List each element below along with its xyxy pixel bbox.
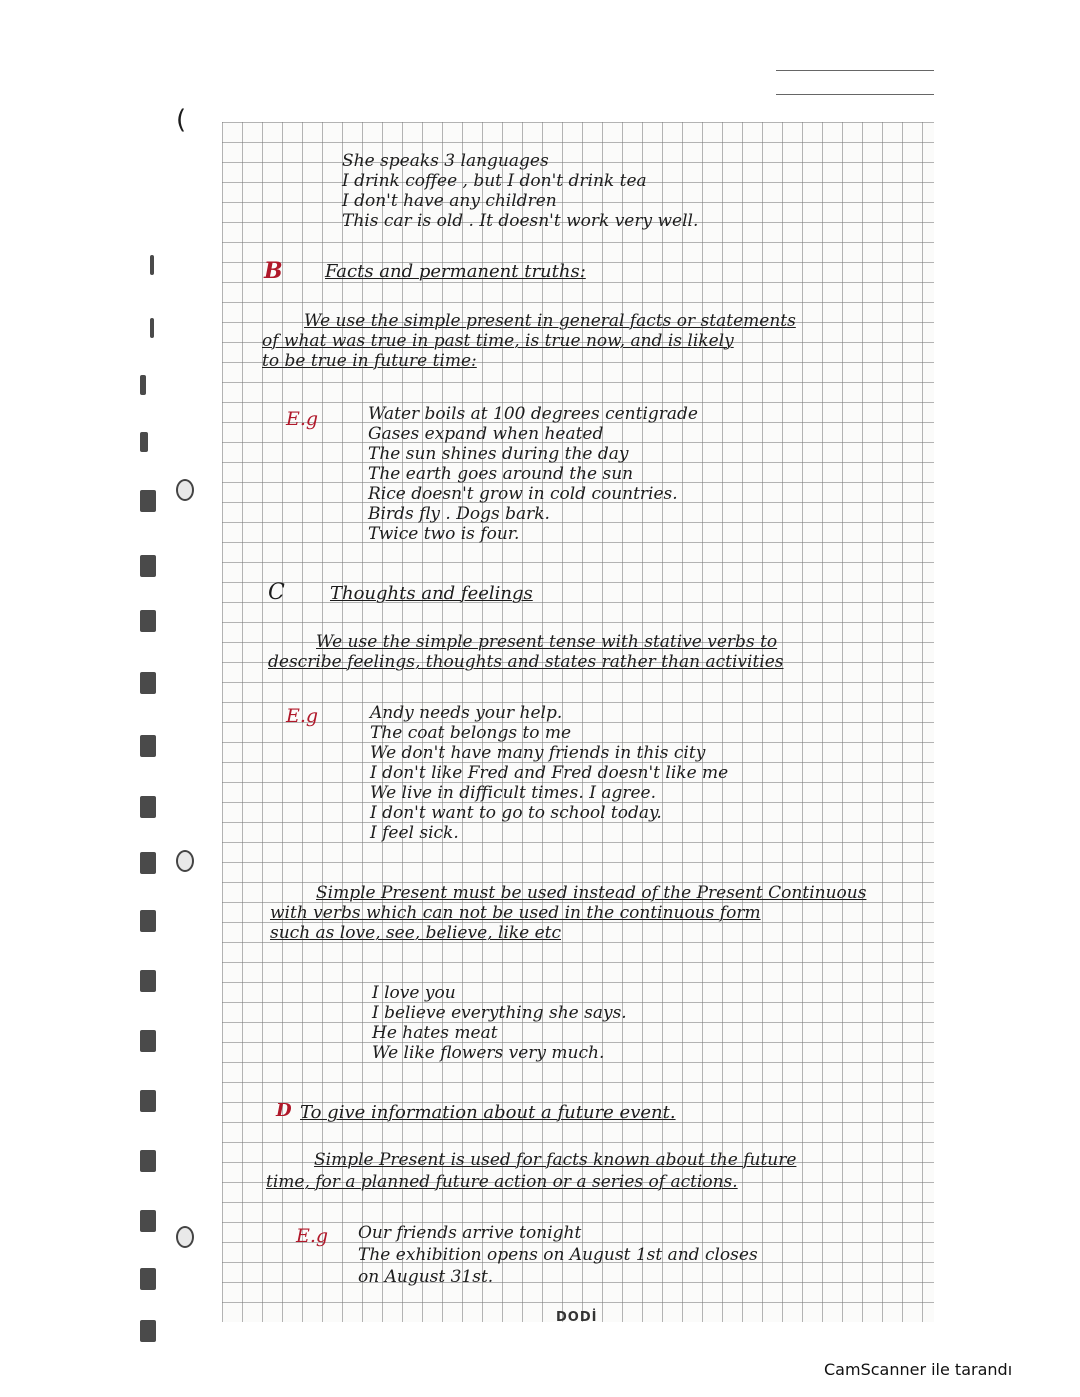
binding-mark	[150, 318, 154, 338]
section-heading: To give information about a future event.	[300, 1102, 676, 1123]
grid-paper	[222, 122, 934, 1322]
example-line: Gases expand when heated	[368, 424, 604, 444]
eg-label: E.g	[296, 1225, 329, 1247]
explanation-line: describe feelings, thoughts and states rather than activities	[268, 652, 784, 672]
section-heading: Thoughts and feelings	[330, 583, 533, 604]
binding-mark	[140, 1210, 156, 1232]
eg-label: E.g	[286, 705, 319, 727]
example-line: on August 31st.	[358, 1267, 494, 1287]
example-line: I feel sick.	[370, 823, 459, 843]
explanation-line: Simple Present is used for facts known about the future	[314, 1150, 797, 1170]
example-line: The earth goes around the sun	[368, 464, 634, 484]
section-heading: Facts and permanent truths:	[325, 261, 586, 282]
example-line: Our friends arrive tonight	[358, 1223, 582, 1243]
explanation-line: We use the simple present in general facts or statements	[304, 311, 796, 331]
note-line: such as love, see, believe, like etc	[270, 923, 562, 943]
punch-hole	[176, 1226, 194, 1248]
example-line: He hates meat	[372, 1023, 498, 1043]
example-line: I don't want to go to school today.	[370, 803, 662, 823]
explanation-line: time, for a planned future action or a series of actions.	[266, 1172, 738, 1192]
example-line: I don't like Fred and Fred doesn't like me	[370, 763, 729, 783]
example-line: I believe everything she says.	[372, 1003, 627, 1023]
example-line: Rice doesn't grow in cold countries.	[368, 484, 678, 504]
binding-mark	[140, 735, 156, 757]
example-line: The coat belongs to me	[370, 723, 572, 743]
section-letter-d: D	[276, 1100, 292, 1121]
top-rule	[776, 94, 934, 95]
example-line: Andy needs your help.	[370, 703, 563, 723]
binding-mark	[140, 1150, 156, 1172]
binding-mark	[140, 970, 156, 992]
example-line: I love you	[372, 983, 456, 1003]
example-line: Birds fly . Dogs bark.	[368, 504, 550, 524]
binding-mark	[150, 255, 154, 275]
binding-mark	[140, 490, 156, 512]
binding-mark	[140, 672, 156, 694]
example-line: We like flowers very much.	[372, 1043, 605, 1063]
binding-mark	[140, 555, 156, 577]
section-letter-b: B	[264, 258, 283, 284]
binding-mark	[140, 375, 146, 395]
binding-mark	[140, 796, 156, 818]
example-line: This car is old . It doesn't work very well.	[342, 211, 699, 231]
notebook-brand: DODİ	[556, 1310, 598, 1325]
example-line: Water boils at 100 degrees centigrade	[368, 404, 698, 424]
eg-label: E.g	[286, 408, 319, 430]
example-line: Twice two is four.	[368, 524, 520, 544]
example-line: We don't have many friends in this city	[370, 743, 706, 763]
binding-mark	[140, 1268, 156, 1290]
binding-mark	[140, 1030, 156, 1052]
explanation-line: We use the simple present tense with stative verbs to	[316, 632, 778, 652]
margin-paren: (	[176, 105, 187, 135]
punch-hole	[176, 850, 194, 872]
binding-mark	[140, 852, 156, 874]
example-line: We live in difficult times. I agree.	[370, 783, 656, 803]
note-line: with verbs which can not be used in the continuous form	[270, 903, 761, 923]
example-line: The sun shines during the day	[368, 444, 629, 464]
example-line: She speaks 3 languages	[342, 151, 549, 171]
binding-mark	[140, 610, 156, 632]
explanation-line: of what was true in past time, is true now, and is likely	[262, 331, 734, 351]
punch-hole	[176, 479, 194, 501]
note-line: Simple Present must be used instead of the Present Continuous	[316, 883, 867, 903]
top-rule	[776, 70, 934, 71]
binding-mark	[140, 1320, 156, 1342]
example-line: The exhibition opens on August 1st and closes	[358, 1245, 758, 1265]
binding-mark	[140, 910, 156, 932]
section-letter-c: C	[268, 580, 285, 605]
scanner-watermark: CamScanner ile tarandı	[824, 1360, 1013, 1379]
example-line: I don't have any children	[342, 191, 557, 211]
binding-mark	[140, 432, 148, 452]
binding-mark	[140, 1090, 156, 1112]
example-line: I drink coffee , but I don't drink tea	[342, 171, 647, 191]
explanation-line: to be true in future time:	[262, 351, 477, 371]
